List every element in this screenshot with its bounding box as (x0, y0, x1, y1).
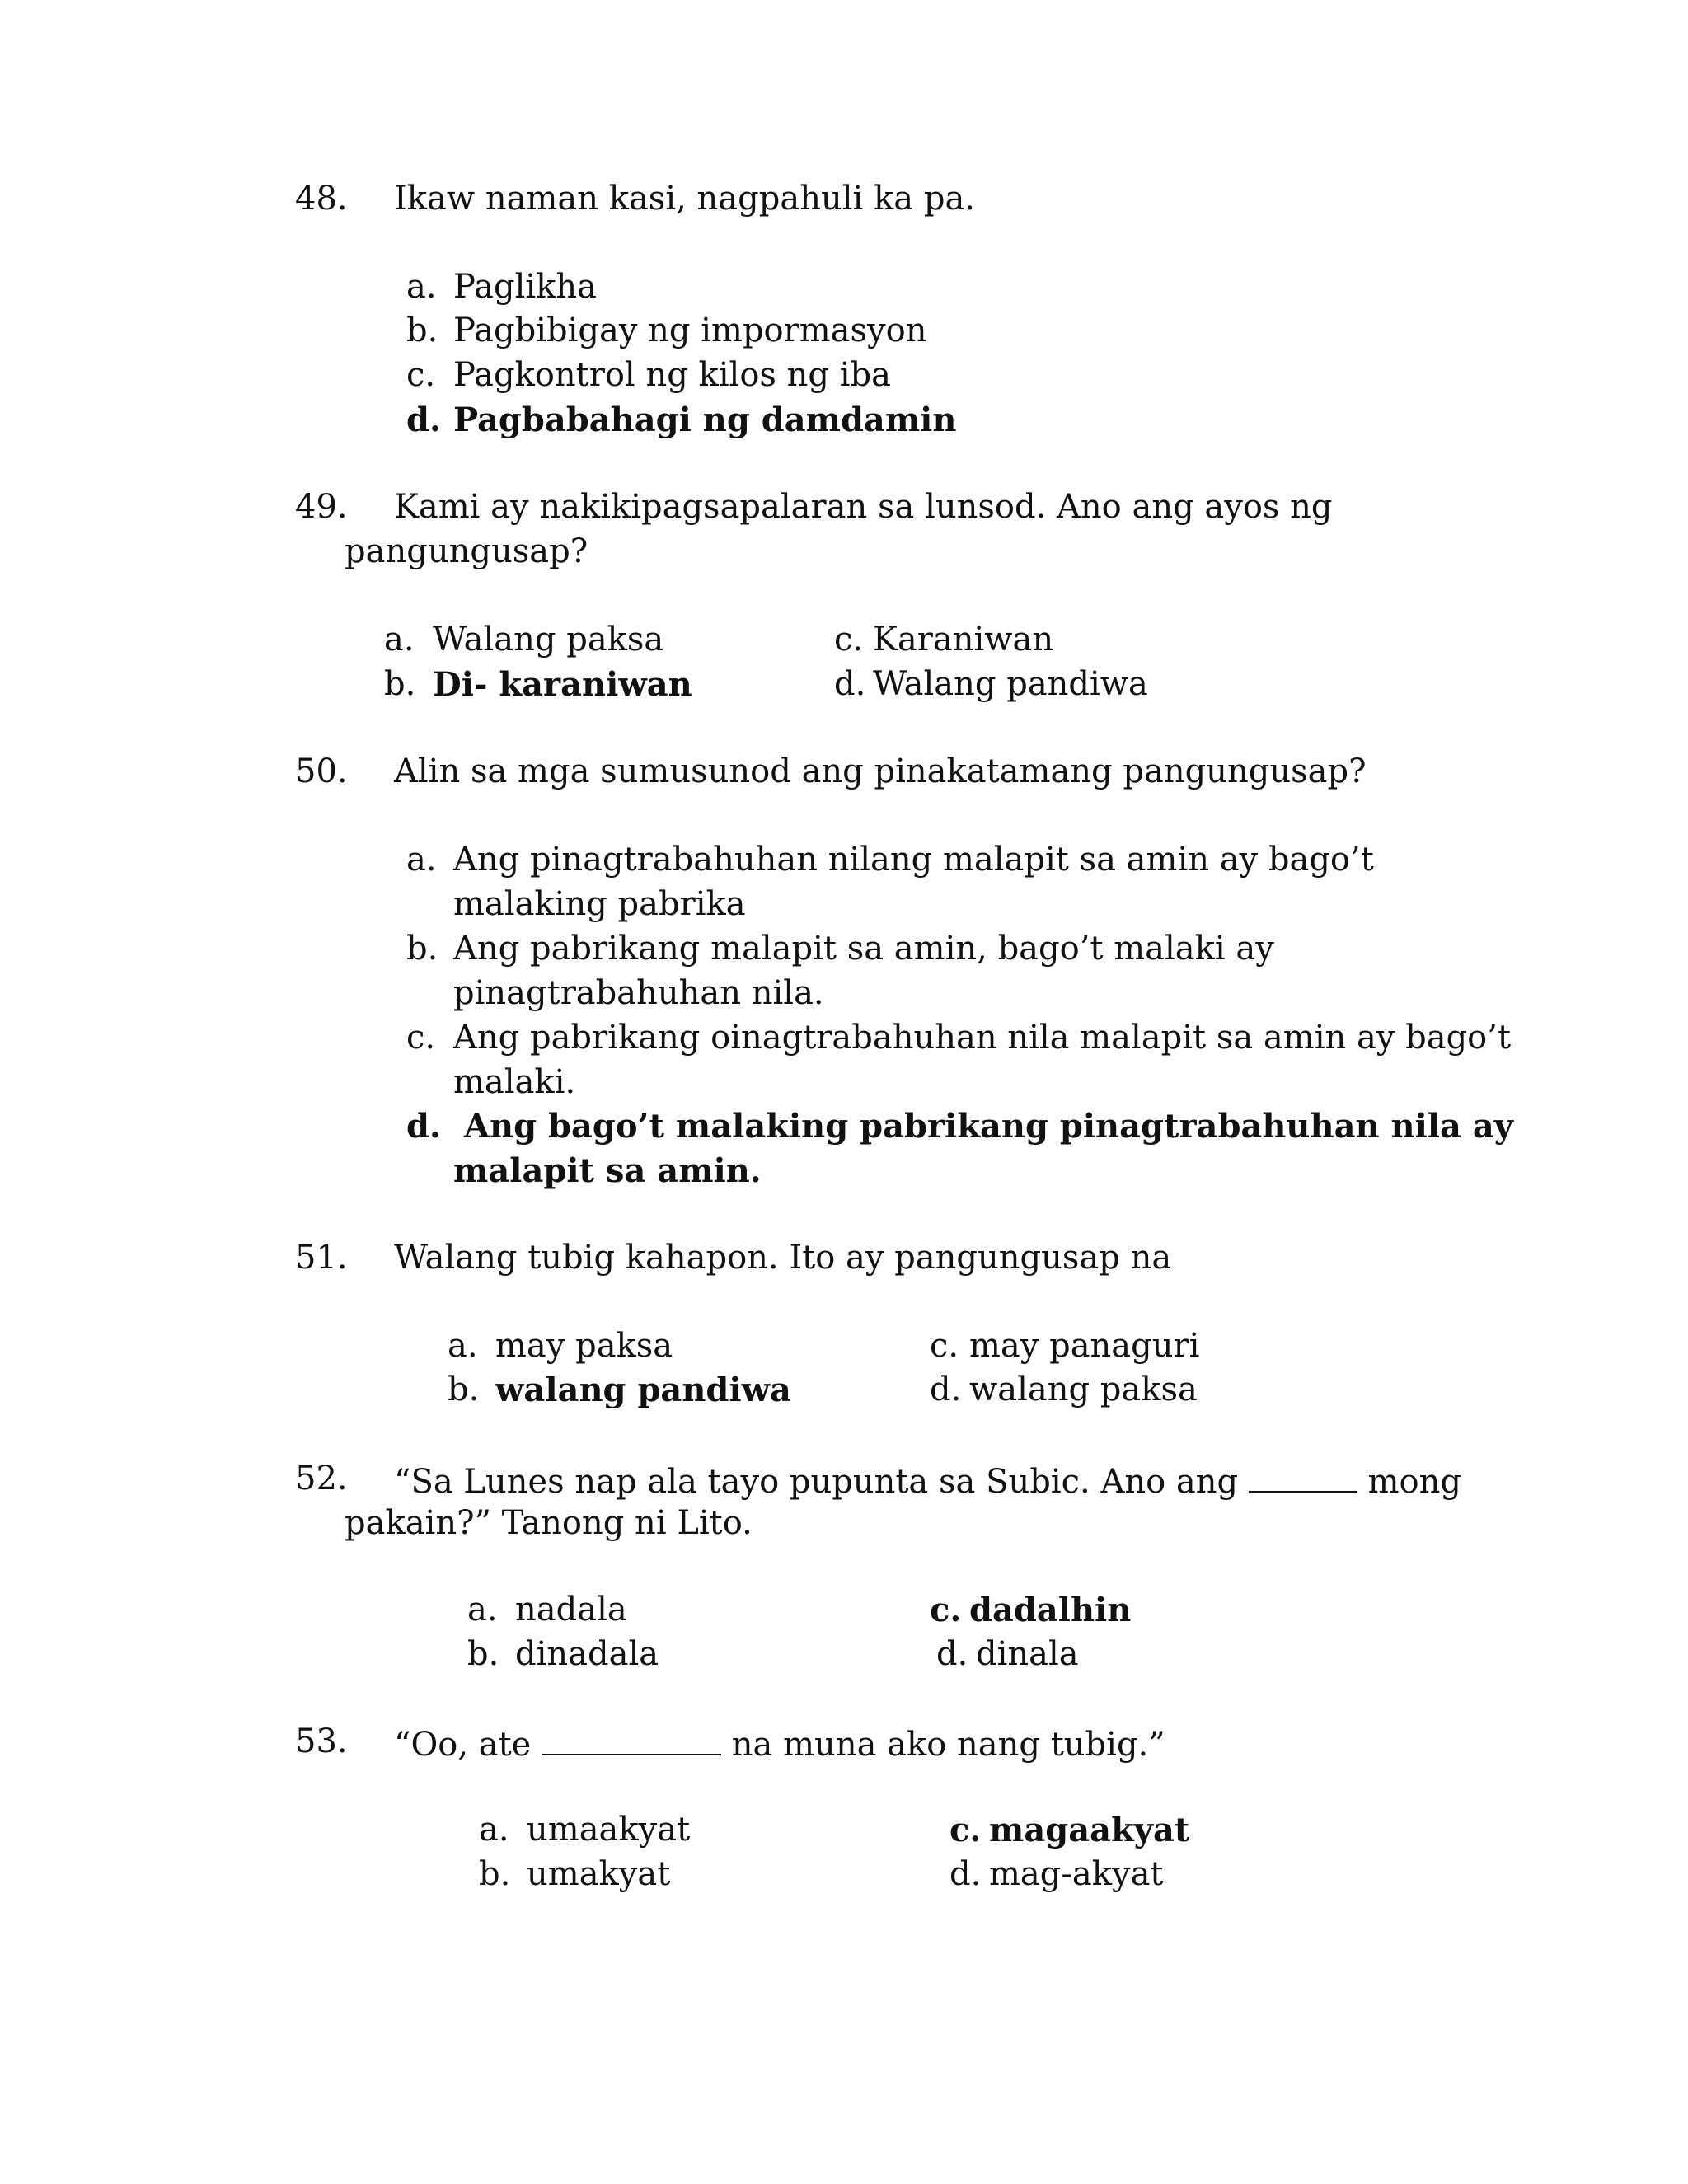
option-text: Ang pabrikang malapit sa amin, bago’t malaki ay (453, 930, 1274, 968)
option-letter: d. (406, 1107, 441, 1146)
question-number: 48. (295, 180, 348, 218)
option-text-continued: malapit sa amin. (453, 1151, 762, 1190)
option-text: magaakyat (989, 1811, 1190, 1849)
option-letter: d. (936, 1635, 968, 1673)
option-letter: c. (406, 356, 436, 394)
option-letter: c. (930, 1327, 959, 1365)
option-text: Pagbibigay ng impormasyon (453, 312, 927, 349)
option-text: Karaniwan (873, 621, 1054, 658)
answer-blank (1249, 1460, 1357, 1493)
option-letter: d. (406, 401, 441, 439)
option-text: Pagbabahagi ng damdamin (453, 401, 957, 439)
question-number: 50. (295, 752, 348, 790)
option-text: Paglikha (453, 268, 598, 306)
option-text-correct: walang pandiwa (495, 1371, 791, 1409)
option-letter: a. (448, 1327, 478, 1365)
option-letter: c. (406, 1019, 436, 1057)
option-letter: b. (406, 930, 438, 968)
option-text: Walang paksa (433, 621, 664, 658)
option-letter: b. (384, 665, 416, 703)
stem-after-blank: na muna ako nang tubig.” (731, 1726, 1165, 1764)
option-text-correct: Di- karaniwan (433, 665, 692, 704)
question-stem: Ikaw naman kasi, nagpahuli ka pa. (394, 180, 975, 218)
stem-after-blank: mong (1367, 1463, 1461, 1501)
option-text: umaakyat (527, 1811, 691, 1849)
question-number: 51. (295, 1239, 348, 1277)
option-text: nadala (515, 1591, 627, 1629)
option-letter: d. (930, 1371, 962, 1408)
question-stem: Walang tubig kahapon. Ito ay pangungusap na (394, 1239, 1172, 1277)
question-number: 49. (295, 488, 348, 526)
option-letter: d. (950, 1855, 982, 1893)
question-stem-continued: pangungusap? (345, 532, 588, 570)
question-stem (394, 1460, 1461, 1501)
option-text: may panaguri (969, 1327, 1200, 1365)
option-text: Ang pinagtrabahuhan nilang malapit sa amin ay bago’t (453, 841, 1374, 879)
option-text: dinala (976, 1635, 1079, 1673)
stem-before-blank: “Sa Lunes nap ala tayo pupunta sa Subic. Ano ang (394, 1463, 1239, 1501)
option-text-continued: malaki. (453, 1063, 576, 1101)
option-text: umakyat (527, 1855, 671, 1893)
question-number: 52. (295, 1460, 348, 1497)
option-letter: b. (406, 312, 438, 349)
option-text: mag-akyat (989, 1855, 1164, 1893)
option-letter: a. (406, 841, 437, 879)
option-text: Ang pabrikang oinagtrabahuhan nila malapit sa amin ay bago’t (453, 1019, 1512, 1057)
option-letter: c. (930, 1591, 962, 1629)
option-letter: b. (479, 1855, 511, 1893)
option-text: may paksa (495, 1327, 673, 1365)
option-text: walang paksa (969, 1371, 1198, 1408)
option-text-continued: pinagtrabahuhan nila. (453, 974, 824, 1012)
option-letter: a. (406, 268, 437, 306)
option-text-continued: malaking pabrika (453, 885, 746, 923)
question-stem: Alin sa mga sumusunod ang pinakatamang pangungusap? (394, 752, 1367, 790)
question-stem-continued: pakain?” Tanong ni Lito. (345, 1504, 753, 1542)
option-letter: c. (950, 1811, 982, 1849)
question-number: 53. (295, 1722, 348, 1760)
answer-blank (542, 1722, 721, 1755)
option-letter: b. (448, 1371, 480, 1408)
option-text: dadalhin (969, 1591, 1132, 1629)
option-letter: a. (384, 621, 415, 658)
option-letter: c. (834, 621, 864, 658)
option-letter: a. (479, 1811, 509, 1849)
question-stem (394, 1722, 1165, 1764)
option-letter: d. (834, 665, 866, 703)
option-letter: a. (467, 1591, 498, 1629)
option-text: Ang bago’t malaking pabrikang pinagtrabahuhan nila ay (464, 1107, 1513, 1146)
option-text: dinadala (515, 1635, 659, 1673)
option-letter: b. (467, 1635, 499, 1673)
option-text: Pagkontrol ng kilos ng iba (453, 356, 891, 394)
stem-before-blank: “Oo, ate (394, 1726, 532, 1764)
question-stem: Kami ay nakikipagsapalaran sa lunsod. Ano ang ayos ng (394, 488, 1333, 526)
option-text: Walang pandiwa (873, 665, 1148, 703)
